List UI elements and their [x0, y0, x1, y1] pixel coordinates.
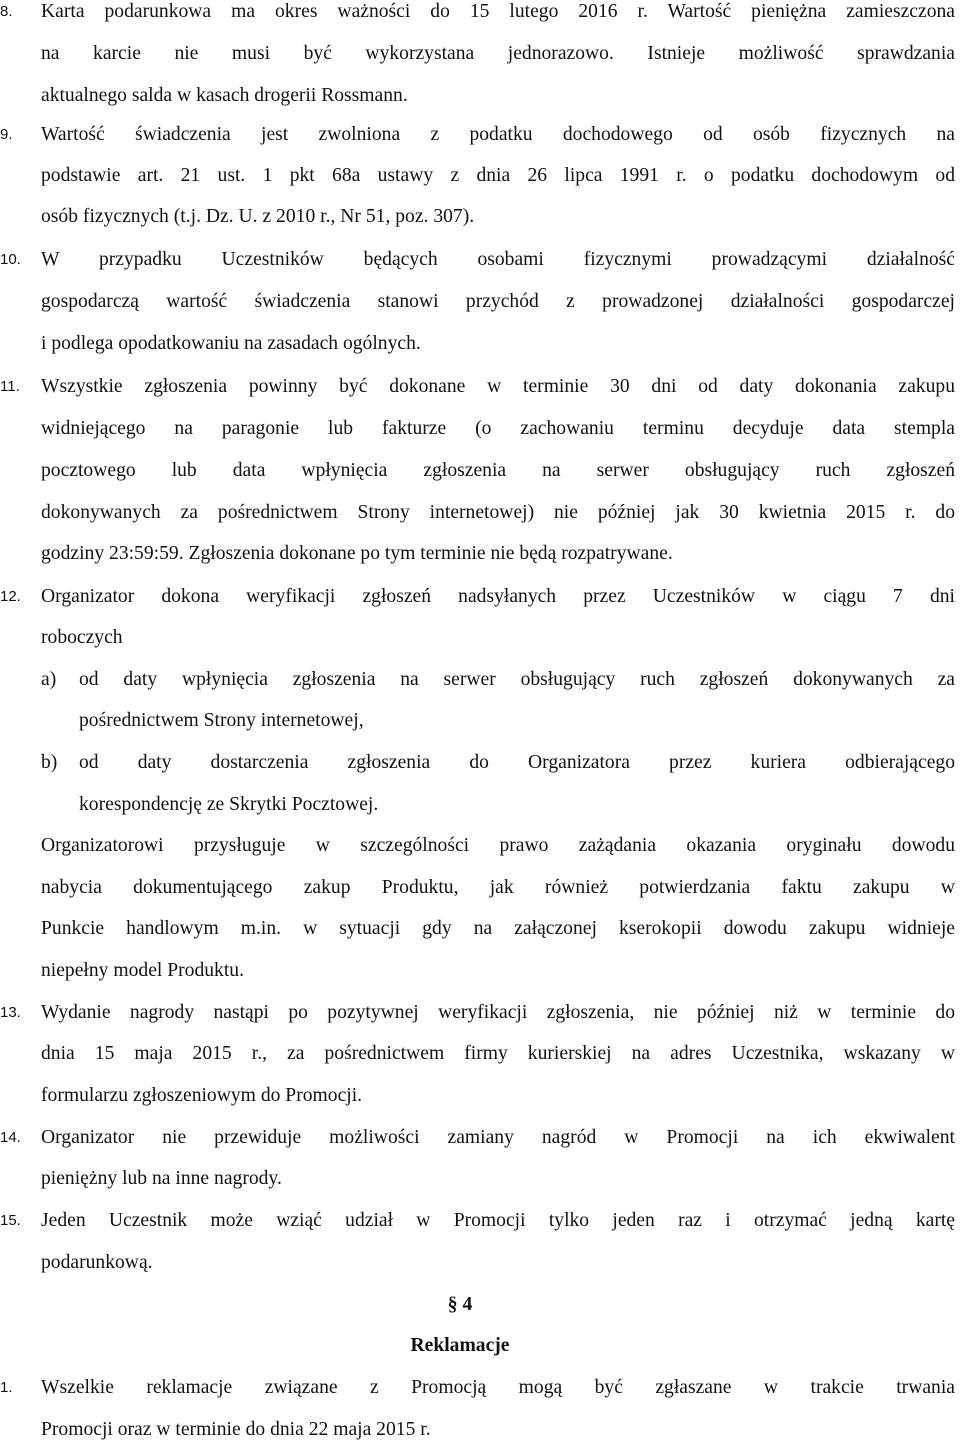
section-title: Reklamacje [410, 1335, 510, 1356]
item-text-line: Wszelkie reklamacje związane z Promocją mogą być zgłaszane w trakcie trwania [41, 1377, 955, 1398]
item-text-line: Wszystkie zgłoszenia powinny być dokonane w terminie 30 dni od daty dokonania zakupu [41, 376, 955, 397]
item-text-line: aktualnego salda w kasach drogerii Rossmann. [41, 85, 408, 106]
item-text-line: Organizatorowi przysługuje w szczególności prawo zażądania okazania oryginału dowodu [41, 835, 955, 856]
item-number: 15. [0, 1212, 21, 1229]
item-number: 10. [0, 251, 21, 268]
item-text-line: Wydanie nagrody nastąpi po pozytywnej weryfikacji zgłoszenia, nie później niż w terminie do [41, 1002, 955, 1023]
section-number: § 4 [447, 1294, 473, 1315]
item-text-line: Punkcie handlowym m.in. w sytuacji gdy na załączonej kserokopii dowodu zakupu widnieje [41, 918, 955, 939]
item-text-line: nabycia dokumentującego zakup Produktu, jak również potwierdzania faktu zakupu w [41, 877, 955, 898]
item-text-line: niepełny model Produktu. [41, 960, 244, 981]
item-text-line: roboczych [41, 627, 123, 648]
subitem-text-line: od daty dostarczenia zgłoszenia do Organizatora przez kuriera odbierającego [79, 752, 955, 773]
item-text-line: W przypadku Uczestników będących osobami fizycznymi prowadzącymi działalność [41, 249, 955, 270]
subitem-text-line: od daty wpłynięcia zgłoszenia na serwer obsługujący ruch zgłoszeń dokonywanych za [79, 669, 955, 690]
item-text-line: Karta podarunkowa ma okres ważności do 15 lutego 2016 r. Wartość pieniężna zamieszczona [41, 1, 955, 22]
item-text-line: Organizator dokona weryfikacji zgłoszeń nadsyłanych przez Uczestników w ciągu 7 dni [41, 586, 955, 607]
item-number: 11. [0, 378, 20, 395]
item-text-line: widniejącego na paragonie lub fakturze (o zachowaniu terminu decyduje data stempla [41, 418, 955, 439]
item-text-line: i podlega opodatkowaniu na zasadach ogólnych. [41, 333, 421, 354]
item-number: 14. [0, 1129, 21, 1146]
item-text-line: Organizator nie przewiduje możliwości zamiany nagród w Promocji na ich ekwiwalent [41, 1127, 955, 1148]
item-text-line: na karcie nie musi być wykorzystana jednorazowo. Istnieje możliwość sprawdzania [41, 43, 955, 64]
item-text-line: Jeden Uczestnik może wziąć udział w Promocji tylko jeden raz i otrzymać jedną kartę [41, 1210, 955, 1231]
subitem-text-line: pośrednictwem Strony internetowej, [79, 710, 364, 731]
item-number: 1. [0, 1379, 13, 1396]
item-text-line: Wartość świadczenia jest zwolniona z podatku dochodowego od osób fizycznych na [41, 124, 955, 145]
item-text-line: dokonywanych za pośrednictwem Strony internetowej) nie później jak 30 kwietnia 2015 r. do [41, 502, 955, 523]
item-text-line: dnia 15 maja 2015 r., za pośrednictwem firmy kurierskiej na adres Uczestnika, wskazany w [41, 1043, 955, 1064]
item-text-line: pocztowego lub data wpłynięcia zgłoszenia na serwer obsługujący ruch zgłoszeń [41, 460, 955, 481]
item-text-line: podstawie art. 21 ust. 1 pkt 68a ustawy z dnia 26 lipca 1991 r. o podatku dochodowym od [41, 165, 955, 186]
item-text-line: godziny 23:59:59. Zgłoszenia dokonane po tym terminie nie będą rozpatrywane. [41, 543, 673, 564]
item-text-line: Promocji oraz w terminie do dnia 22 maja 2015 r. [41, 1419, 431, 1440]
item-text-line: gospodarczą wartość świadczenia stanowi przychód z prowadzonej działalności gospodarczej [41, 291, 955, 312]
item-text-line: formularzu zgłoszeniowym do Promocji. [41, 1085, 363, 1106]
item-text-line: osób fizycznych (t.j. Dz. U. z 2010 r., Nr 51, poz. 307). [41, 206, 475, 227]
item-number: 9. [0, 126, 13, 143]
item-number: 13. [0, 1004, 21, 1021]
item-text-line: podarunkową. [41, 1252, 153, 1273]
subitem-marker: a) [41, 669, 57, 690]
item-number: 8. [0, 3, 13, 20]
item-number: 12. [0, 588, 21, 605]
subitem-marker: b) [41, 752, 58, 773]
subitem-text-line: korespondencję ze Skrytki Pocztowej. [79, 794, 379, 815]
item-text-line: pieniężny lub na inne nagrody. [41, 1168, 282, 1189]
